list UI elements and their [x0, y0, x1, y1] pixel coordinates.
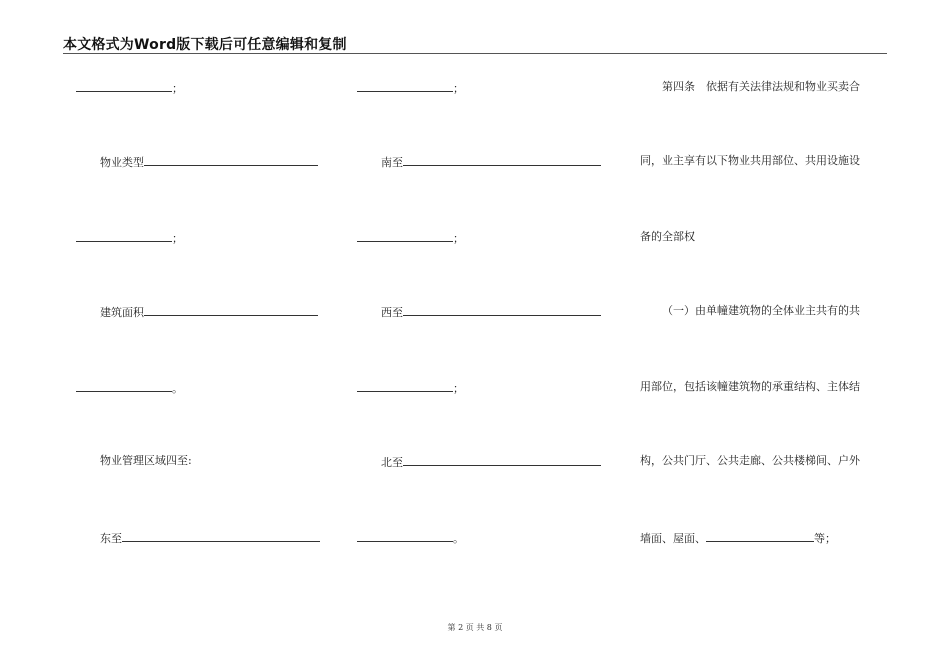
management-area-heading: 物业管理区域四至:	[100, 454, 192, 467]
blank-underline	[76, 230, 172, 242]
blank-underline	[144, 154, 318, 166]
punctuation: 。	[172, 382, 183, 395]
article-text-line	[640, 530, 836, 546]
article-text-line: 同，业主享有以下物业共用部位、共用设施设	[640, 154, 860, 167]
punctuation: ；	[172, 82, 183, 95]
blank-underline	[122, 530, 320, 542]
blank-underline	[403, 154, 601, 166]
north-boundary-label: 北至	[381, 456, 403, 469]
blank-underline	[403, 304, 601, 316]
fill-line-3	[76, 230, 183, 246]
property-type-label: 物业类型	[100, 156, 144, 169]
blank-underline	[76, 380, 172, 392]
blank-underline	[357, 230, 453, 242]
property-type-line	[100, 154, 318, 170]
blank-underline	[357, 530, 453, 542]
article-text-line: 备的全部权	[640, 230, 695, 243]
punctuation: 。	[453, 532, 464, 545]
article-text-line: 用部位，包括该幢建筑物的承重结构、主体结	[640, 380, 860, 393]
article-text-line: 构，公共门厅、公共走廊、公共楼梯间、户外	[640, 454, 860, 467]
blank-underline	[357, 380, 453, 392]
fill-line-1	[357, 80, 464, 96]
blank-underline	[357, 80, 453, 92]
blank-underline	[706, 530, 814, 542]
document-header-banner: 本文格式为Word版下载后可任意编辑和复制	[63, 37, 347, 53]
header-rule	[63, 53, 887, 54]
south-boundary-label: 南至	[381, 156, 403, 169]
blank-underline	[144, 304, 318, 316]
west-boundary-line	[381, 304, 601, 320]
punctuation: ；	[453, 82, 464, 95]
article-text-prefix: 墙面、屋面、	[640, 532, 706, 545]
fill-line-7	[357, 530, 464, 546]
building-area-line	[100, 304, 318, 320]
west-boundary-label: 西至	[381, 306, 403, 319]
article-text-line: 第四条 依据有关法律法规和物业买卖合	[662, 80, 860, 93]
blank-underline	[403, 454, 601, 466]
fill-line-3	[357, 230, 464, 246]
fill-line-5	[76, 380, 183, 396]
punctuation: ；	[172, 232, 183, 245]
article-text-suffix: 等；	[814, 532, 836, 545]
east-boundary-label: 东至	[100, 532, 122, 545]
fill-line-5	[357, 380, 464, 396]
page-number-footer: 第 2 页 共 8 页	[447, 623, 503, 632]
fill-line-1	[76, 80, 183, 96]
article-text-line: （一）由单幢建筑物的全体业主共有的共	[662, 304, 860, 317]
punctuation: ；	[453, 232, 464, 245]
blank-underline	[76, 80, 172, 92]
east-boundary-line	[100, 530, 320, 546]
south-boundary-line	[381, 154, 601, 170]
north-boundary-line	[381, 454, 601, 470]
punctuation: ；	[453, 382, 464, 395]
building-area-label: 建筑面积	[100, 306, 144, 319]
